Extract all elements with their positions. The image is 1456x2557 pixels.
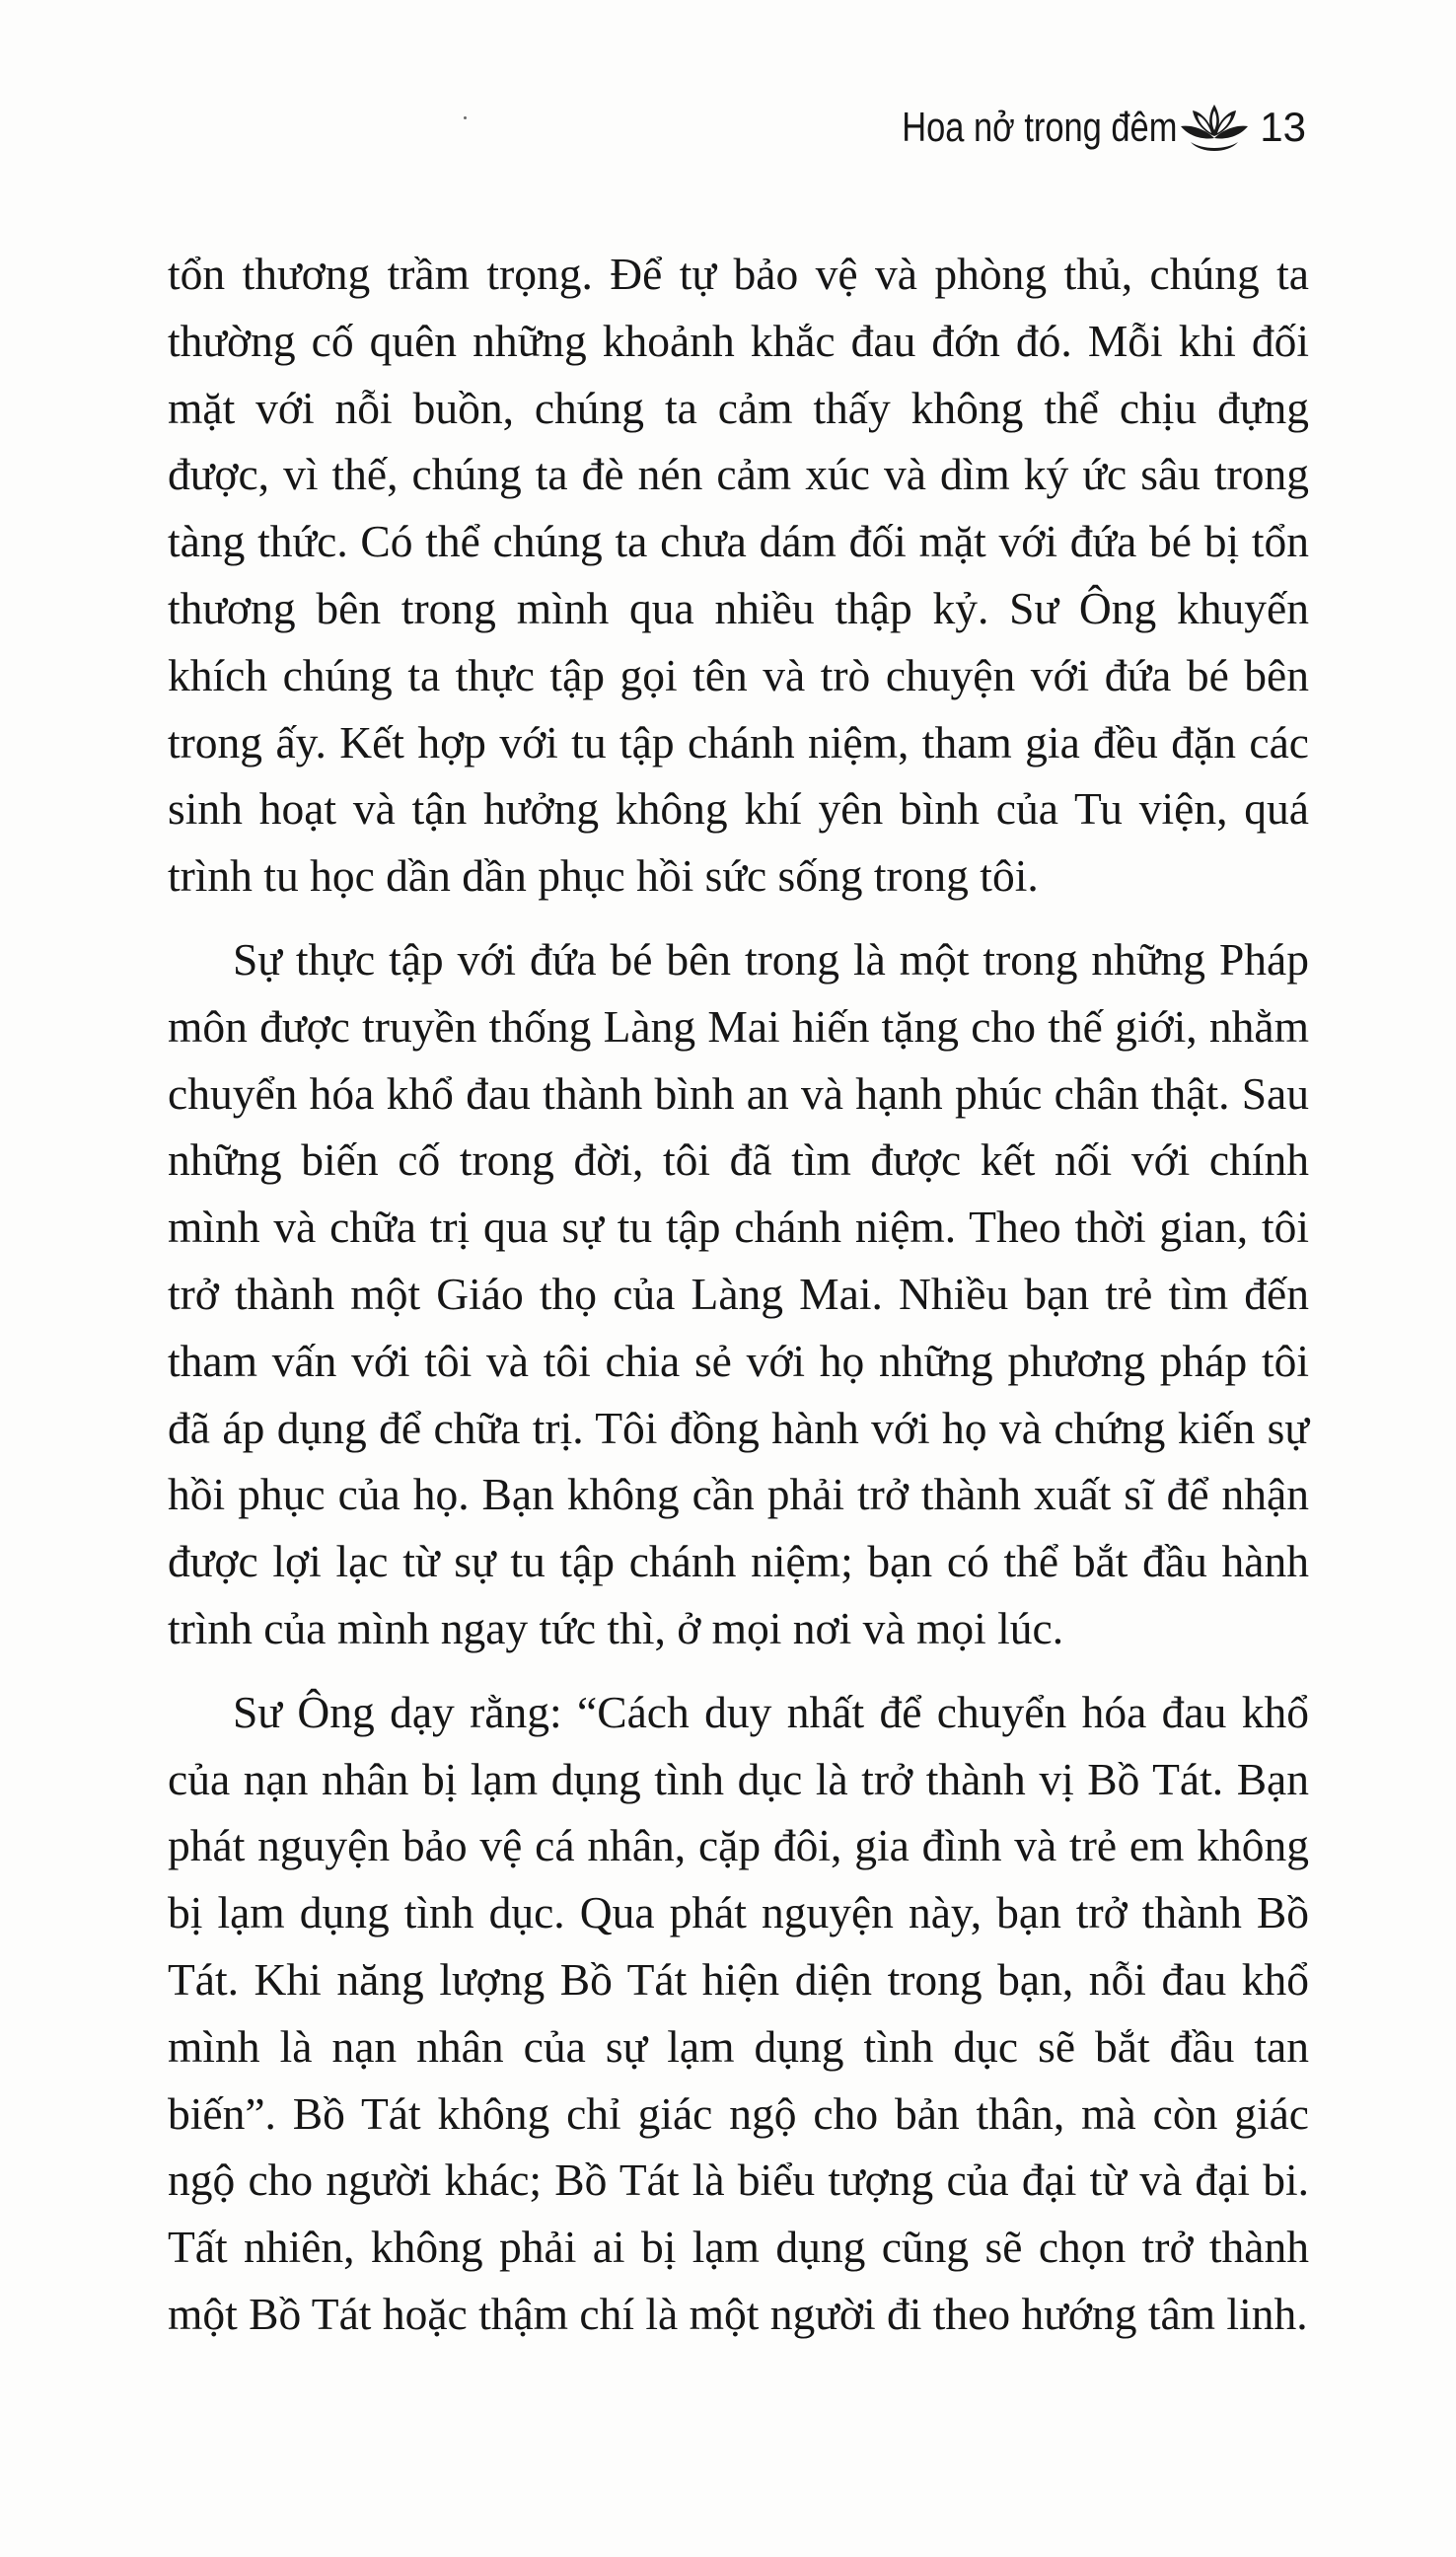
paragraph: Sư Ông dạy rằng: “Cách duy nhất để chuyển hóa đau khổ của nạn nhân bị lạm dụng tình dục là trở thành vị Bồ Tát. Bạn phát nguyện bảo vệ cá nhân, cặp đôi, gia đình và trẻ em không bị lạm dụng tình dục. Qua phát nguyện này, bạn trở thành Bồ Tát. Khi năng lượng Bồ Tát hiện diện trong bạn, nỗi đau khổ mình là nạn nhân của sự lạm dụng tình dục sẽ bắt đầu tan biến”. Bồ Tát không chỉ giác ngộ cho bản thân, mà còn giác ngộ cho người khác; Bồ Tát là biểu tượng của đại từ và đại bi. Tất nhiên, không phải ai bị lạm dụng cũng sẽ chọn trở thành một Bồ Tát hoặc thậm chí là một người đi theo hướng tâm linh. — [168, 1686, 1309, 2339]
print-speck — [464, 116, 467, 119]
running-header — [841, 97, 1306, 158]
paragraph: tổn thương trầm trọng. Để tự bảo vệ và phòng thủ, chúng ta thường cố quên những khoảnh khắc đau đớn đó. Mỗi khi đối mặt với nỗi buồn, chúng ta cảm thấy không thể chịu đựng được, vì thế, chúng ta đè nén cảm xúc và dìm ký ức sâu trong tàng thức. Có thể chúng ta chưa dám đối mặt với đứa bé bị tổn thương bên trong mình qua nhiều thập kỷ. Sư Ông khuyến khích chúng ta thực tập gọi tên và trò chuyện với đứa bé bên trong ấy. Kết hợp với tu tập chánh niệm, tham gia đều đặn các sinh hoạt và tận hưởng không khí yên bình của Tu viện, quá trình tu học dần dần phục hồi sức sống trong tôi. — [168, 249, 1309, 902]
paragraph: Sự thực tập với đứa bé bên trong là một trong những Pháp môn được truyền thống Làng Mai hiến tặng cho thế giới, nhằm chuyển hóa khổ đau thành bình an và hạnh phúc chân thật. Sau những biến cố trong đời, tôi đã tìm được kết nối với chính mình và chữa trị qua sự tu tập chánh niệm. Theo thời gian, tôi trở thành một Giáo thọ của Làng Mai. Nhiều bạn trẻ tìm đến tham vấn với tôi và tôi chia sẻ với họ những phương pháp tôi đã áp dụng để chữa trị. Tôi đồng hành với họ và chứng kiến sự hồi phục của họ. Bạn không cần phải trở thành xuất sĩ để nhận được lợi lạc từ sự tu tập chánh niệm; bạn có thể bắt đầu hành trình của mình ngay tức thì, ở mọi nơi và mọi lúc. — [168, 933, 1309, 1653]
body-text — [168, 241, 1309, 2348]
lotus-flower-icon — [1179, 97, 1250, 158]
running-title: Hoa nở trong đêm — [902, 104, 1178, 150]
page-number: 13 — [1260, 104, 1306, 150]
